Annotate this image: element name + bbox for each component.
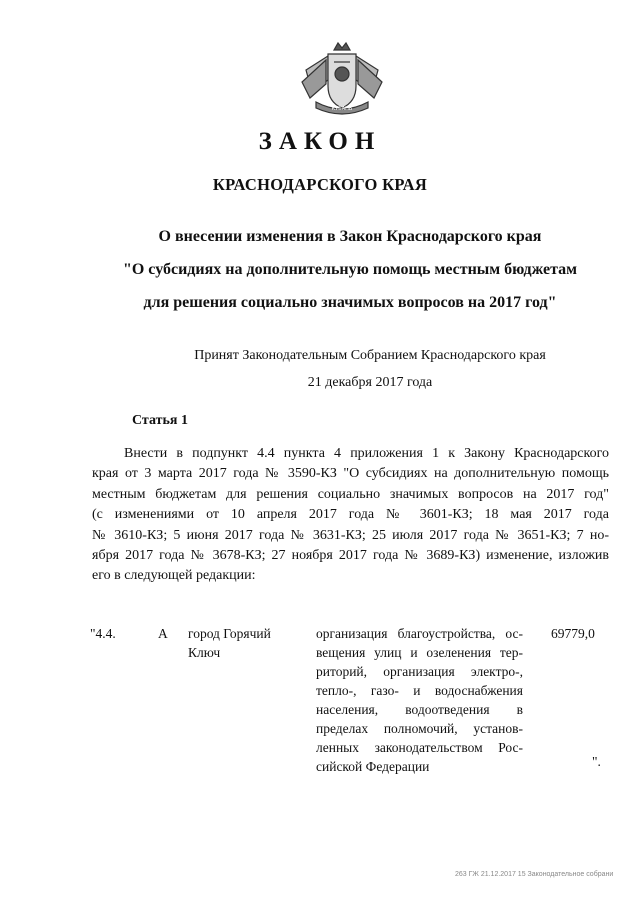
adoption-line-1: Принят Законодательным Собранием Краснодарского края <box>194 348 546 363</box>
description-line: ленных законодательством Рос- <box>316 740 523 755</box>
document-subtitle: КРАСНОДАРСКОГО КРАЯ <box>212 175 428 194</box>
article-paragraph <box>92 444 609 587</box>
purpose-description <box>316 624 523 776</box>
city-name-line-1: город Горячий <box>188 626 271 641</box>
paragraph-line: (с изменениями от 10 апреля 2017 года № 3601-КЗ; 18 мая 2017 года <box>92 507 609 523</box>
description-line: вещения улиц и озеленения тер- <box>316 645 523 660</box>
svg-text:КУБАНЬ: КУБАНЬ <box>331 106 353 112</box>
city-name-line-2: Ключ <box>188 645 221 660</box>
subsidy-amount: 69779,0 <box>551 626 595 641</box>
row-letter: А <box>158 626 168 641</box>
row-number: "4.4. <box>90 626 116 641</box>
registration-stamp: 263 ГЖ 21.12.2017 15 Законодательное собрани <box>455 871 614 878</box>
article-title: Статья 1 <box>132 413 188 428</box>
description-line: тепло-, газо- и водоснабжения <box>316 683 523 698</box>
paragraph-line: края от 3 марта 2017 года № 3590-КЗ "О субсидиях на дополнительную помощь <box>92 466 609 482</box>
description-line: организация благоустройства, ос- <box>316 626 523 641</box>
coat-of-arms-emblem <box>298 40 386 120</box>
description-line: риторий, организация электро-, <box>316 664 523 679</box>
paragraph-line: местным бюджетам для решения социально значимых вопросов на 2017 год" <box>92 486 609 502</box>
adoption-date: 21 декабря 2017 года <box>307 375 433 390</box>
description-line: сийской Федерации <box>316 759 430 774</box>
paragraph-line: № 3610-КЗ; 5 июня 2017 года № 3631-КЗ; 25 июля 2017 года № 3651-КЗ; 7 но- <box>92 527 609 543</box>
paragraph-line: его в следующей редакции: <box>92 568 256 584</box>
description-line: пределах полномочий, установ- <box>316 721 523 736</box>
heading-line-1: О внесении изменения в Закон Краснодарского края <box>158 228 542 245</box>
description-line: населения, водоотведения в <box>316 702 523 717</box>
paragraph-line: ября 2017 года № 3678-КЗ; 27 ноября 2017 года № 3689-КЗ) изменение, изложив <box>92 548 609 564</box>
document-title: ЗАКОН <box>258 128 382 155</box>
heading-line-3: для решения социально значимых вопросов на 2017 год" <box>143 294 557 311</box>
heading-line-2: "О субсидиях на дополнительную помощь местным бюджетам <box>122 261 578 278</box>
closing-quote: ". <box>592 754 601 769</box>
paragraph-line: Внести в подпункт 4.4 пункта 4 приложения 1 к Закону Краснодарского <box>124 446 609 461</box>
